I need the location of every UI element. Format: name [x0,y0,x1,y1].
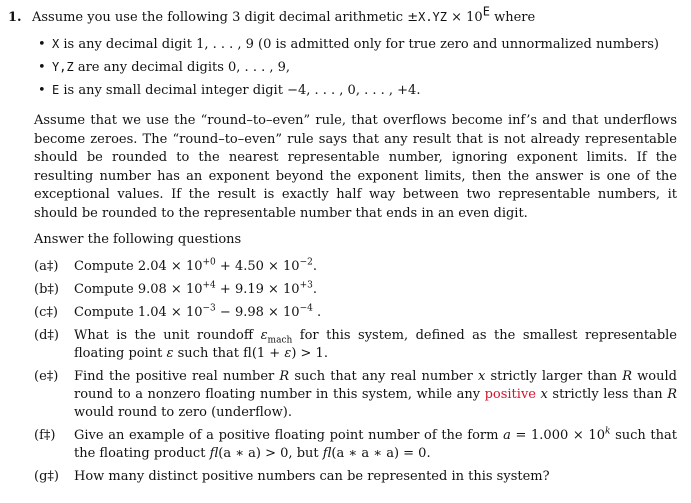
bullet-item: • E is any small decimal integer digit −4, . . . , 0, . . . , +4. [52,79,677,102]
question-d: (d‡) What is the unit roundoff $\varepsilon_{mach}$ for this system, defined as the smallest representable floating point ε such that fl(1 + ε) > 1. [34,328,677,361]
problem-header [8,4,677,27]
problem-number: 1. [8,10,22,25]
definition-list [8,33,677,102]
question-e: (e‡) Find the positive real number R such that any real number x strictly larger than R would round to a nonzero floating number in this system, while any positive x strictly less than R would round to zero (underflow). [34,369,677,420]
bullet-item: • X is any decimal digit 1, . . . , 9 (0 is admitted only for true zero and unnormalized numbers) [52,33,677,56]
question-label: (b‡) [34,282,59,297]
bullet-item: • Y,Z are any decimal digits 0, . . . , 9, [52,56,677,79]
problem-intro: Assume you use the following 3 digit decimal arithmetic $\pm X.YZ \times 10^E$ where [32,4,536,25]
question-g: (g‡) How many distinct positive numbers can be represented in this system? [34,469,550,484]
number-format: X.YZ [418,10,447,24]
question-b: (b‡) Compute $9.08 \times 10^{+4} + 9.19 \times 10^{+3}$. [34,280,318,297]
question-label: (a‡) [34,259,59,274]
question-f: (f‡) Give an example of a positive floating point number of the form $a = 1.000 \times 10^k$ such that the floating product fl(a ∗ a) > 0, but fl(a ∗ a ∗ a) = 0. [34,426,677,461]
question-c: (c‡) Compute $1.04 \times 10^{-3} - 9.98 \times 10^{-4}$ . [34,303,322,320]
question-list [34,258,677,486]
answer-prompt: Answer the following questions [34,232,242,247]
question-label: (g‡) [34,469,59,484]
exponent-symbol: E [482,4,490,19]
question-label: (c‡) [34,305,58,320]
question-a: (a‡) Compute $2.04 \times 10^{+0} + 4.50 \times 10^{-2}$. [34,257,318,274]
question-label: (f‡) [34,428,56,443]
highlighted-positive: positive [484,387,536,402]
rounding-rule-paragraph: Assume that we use the “round–to–even” rule, that overflows become inf’s and that underflows become zeroes. The “round–to–even” rule says that any result that is not already representable should be rounded to the nearest representable number, ignoring exponent limits. If the resulting number has an exponent beyond the exponent limits, then the answer is one of the exceptional values. If the result is exactly half way between two representable numbers, it should be rounded to the representable number that ends in an even digit. [34,113,677,221]
question-label: (d‡) [34,328,59,343]
question-label: (e‡) [34,369,59,384]
